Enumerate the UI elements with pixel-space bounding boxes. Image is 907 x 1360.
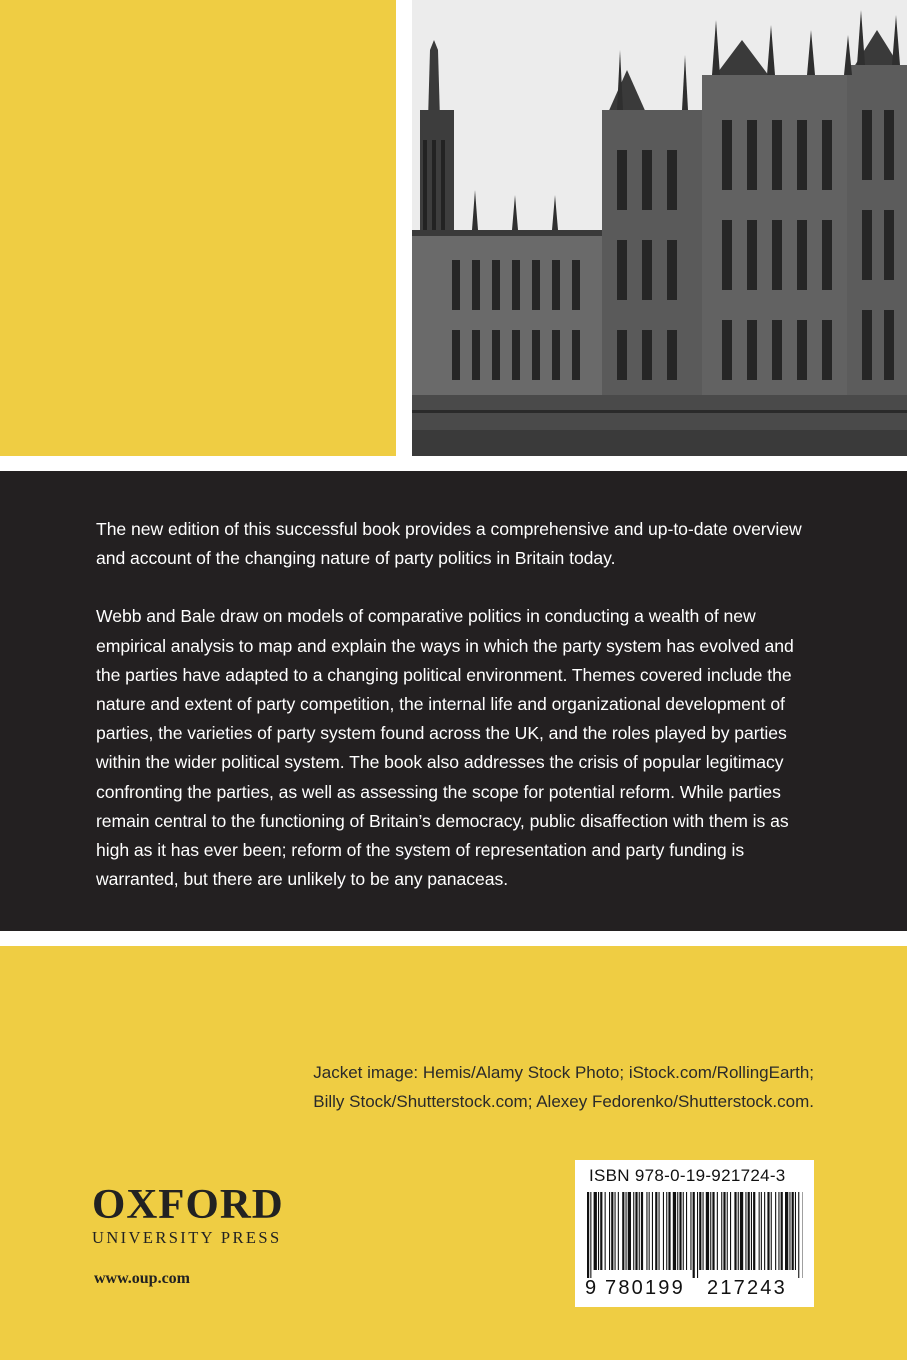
jacket-image-credits <box>214 1058 814 1116</box>
barcode-bar <box>710 1192 711 1270</box>
barcode-bar <box>798 1192 799 1278</box>
publisher-name: OXFORD <box>92 1182 284 1228</box>
credits-line-1: Jacket image: Hemis/Alamy Stock Photo; iStock.com/RollingEarth; <box>313 1063 814 1082</box>
barcode-bar <box>730 1192 731 1270</box>
description-paragraph-1: The new edition of this successful book provides a comprehensive and up-to-date overview and account of the changing nature of party politics in Britain today. <box>96 519 802 569</box>
barcode-bar <box>753 1192 755 1270</box>
parliament-building-illustration <box>412 0 907 456</box>
barcode-bar <box>663 1192 664 1270</box>
barcode-digit-first: 9 <box>585 1277 597 1299</box>
isbn-barcode <box>575 1160 814 1307</box>
barcode-bar <box>598 1192 599 1270</box>
barcode-bar <box>646 1192 647 1270</box>
barcode-bar <box>618 1192 619 1270</box>
barcode-bar <box>759 1192 760 1270</box>
barcode-bar <box>635 1192 637 1270</box>
barcode-bar <box>745 1192 746 1270</box>
barcode-bar <box>587 1192 589 1278</box>
barcode-bar <box>717 1192 718 1270</box>
barcode-bars <box>587 1192 803 1278</box>
barcode-bar <box>639 1192 640 1270</box>
barcode-bar <box>699 1192 701 1270</box>
barcode-bar <box>690 1192 691 1270</box>
barcode-bar <box>789 1192 790 1270</box>
barcode-bar <box>590 1192 591 1278</box>
barcode-bar <box>659 1192 660 1270</box>
barcode-digits-right: 217243 <box>707 1277 787 1299</box>
barcode-bar <box>649 1192 650 1270</box>
barcode-bar <box>652 1192 653 1270</box>
barcode-bar <box>781 1192 783 1270</box>
barcode-bar <box>673 1192 676 1270</box>
isbn-label: ISBN 978-0-19-921724-3 <box>589 1166 786 1185</box>
barcode-bar <box>792 1192 794 1270</box>
barcode-bar <box>761 1192 762 1270</box>
barcode-bar <box>615 1192 616 1270</box>
barcode-bar <box>679 1192 681 1270</box>
barcode-bar <box>628 1192 631 1270</box>
parliament-photo <box>412 0 907 456</box>
barcode-bar <box>721 1192 722 1270</box>
barcode-bar <box>677 1192 678 1270</box>
yellow-panel-top <box>0 0 396 456</box>
barcode-bar <box>775 1192 776 1270</box>
barcode-bar <box>666 1192 667 1270</box>
barcode-bar <box>641 1192 643 1270</box>
publisher-website: www.oup.com <box>94 1270 191 1287</box>
barcode-bar <box>633 1192 634 1270</box>
barcode-bar <box>764 1192 765 1270</box>
barcode-bar <box>668 1192 670 1270</box>
barcode-bar <box>605 1192 606 1270</box>
barcode-bar <box>740 1192 743 1270</box>
publisher-subname: UNIVERSITY PRESS <box>92 1228 282 1247</box>
barcode-bar <box>778 1192 779 1270</box>
barcode-bar <box>693 1192 695 1278</box>
credits-line-2: Billy Stock/Shutterstock.com; Alexey Fedorenko/Shutterstock.com. <box>313 1092 814 1111</box>
barcode-bar <box>697 1192 698 1278</box>
barcode-bar <box>785 1192 788 1270</box>
barcode-bar <box>795 1192 796 1270</box>
barcode-bar <box>611 1192 613 1270</box>
barcode-bar <box>609 1192 610 1270</box>
barcode-bar <box>626 1192 627 1270</box>
publisher-logo <box>92 1183 282 1249</box>
book-description <box>96 515 816 923</box>
barcode-bar <box>738 1192 739 1270</box>
barcode-bar <box>771 1192 772 1270</box>
barcode-bar <box>767 1192 769 1270</box>
barcode-bar <box>622 1192 624 1270</box>
barcode-bar <box>600 1192 602 1270</box>
barcode-bar <box>683 1192 684 1270</box>
barcode-bar <box>594 1192 597 1270</box>
barcode-bar <box>706 1192 709 1270</box>
barcode-bar <box>723 1192 725 1270</box>
barcode-bar <box>748 1192 750 1270</box>
barcode-digits-left: 780199 <box>605 1277 685 1299</box>
barcode-bar <box>686 1192 687 1270</box>
barcode-bar <box>655 1192 657 1270</box>
barcode-bar <box>751 1192 752 1270</box>
description-paragraph-2: Webb and Bale draw on models of comparative politics in conducting a wealth of new empirical analysis to map and explain the ways in which the party system has evolved and the parties have adapted to a changing political environment. Themes covered include the nature and extent of party competition, the internal life and organizational development of parties, the varieties of party system found across the UK, and the roles played by parties within the wider political system. The book also addresses the crisis of popular legitimacy confronting the parties, as well as assessing the scope for potential reform. While parties remain central to the functioning of Britain’s democracy, public disaffection with them is as high as it has ever been; reform of the system of representation and party funding is warranted, but there are unlikely to be any panaceas. <box>96 606 794 890</box>
barcode-bar <box>727 1192 728 1270</box>
barcode-bar <box>703 1192 704 1270</box>
barcode-bar <box>712 1192 714 1270</box>
barcode-bar <box>734 1192 736 1270</box>
